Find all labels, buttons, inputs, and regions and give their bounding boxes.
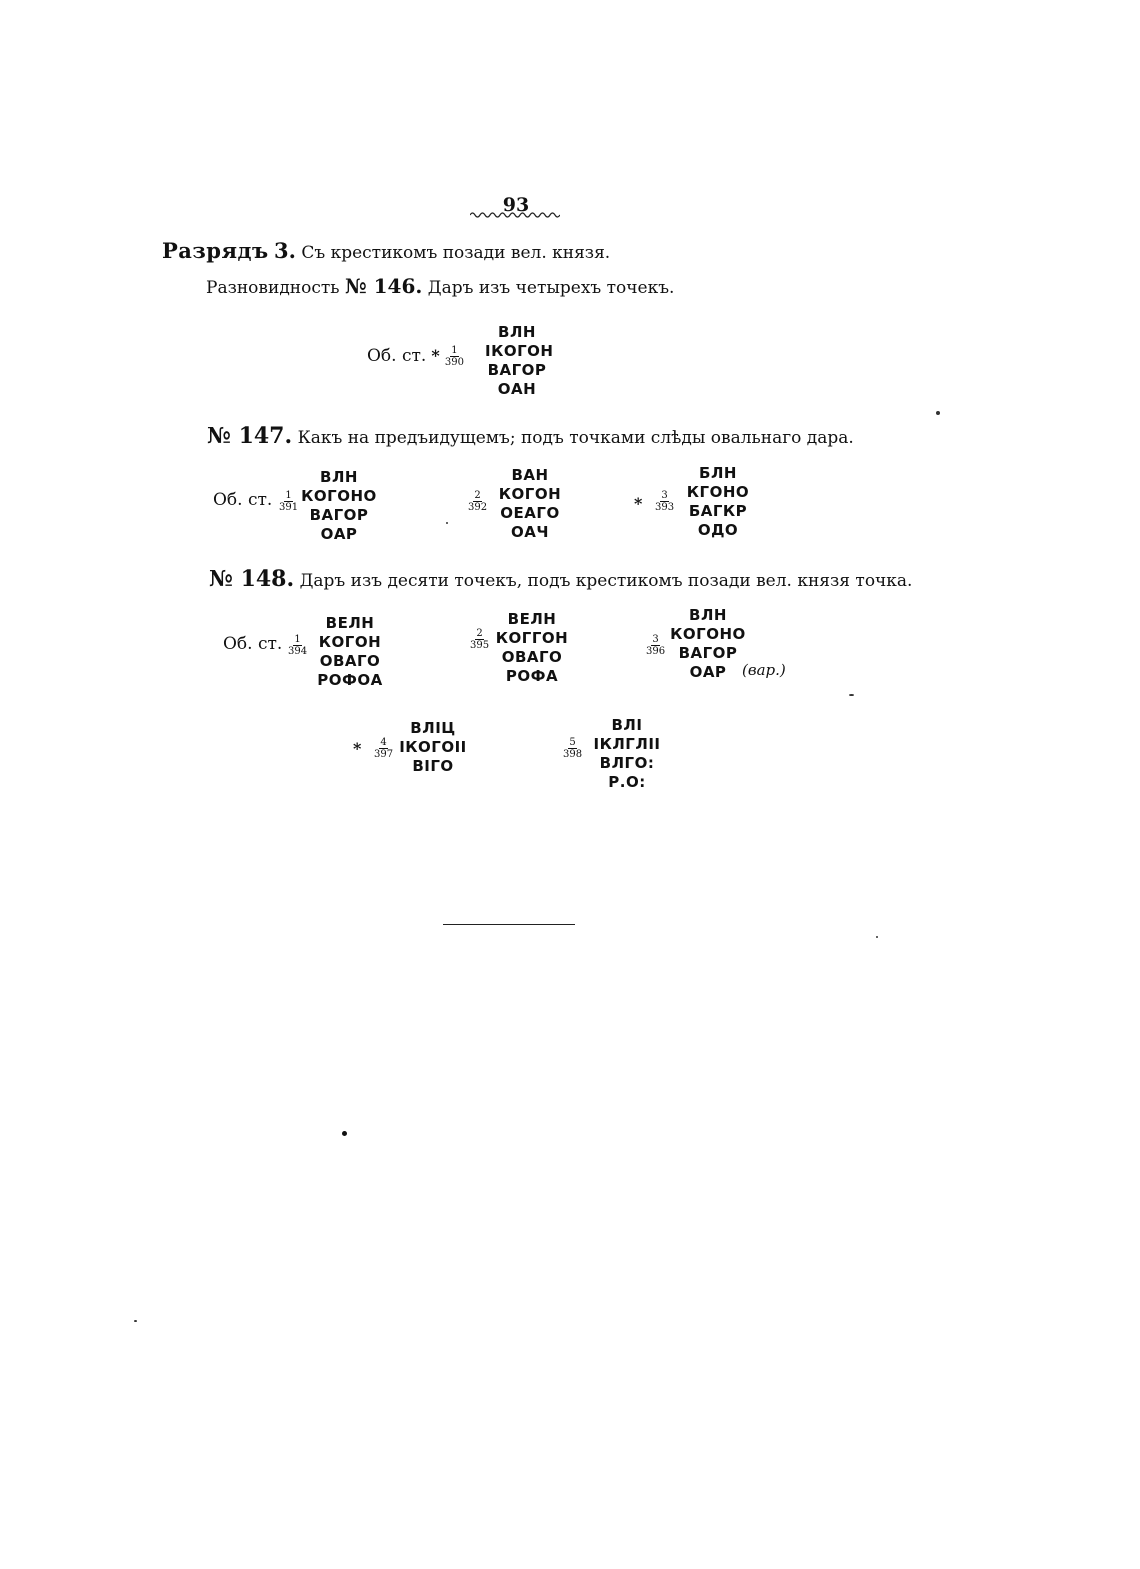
inscription-146 xyxy=(485,323,554,399)
variety-text: Даръ изъ четырехъ точекъ. xyxy=(427,278,675,298)
fraction-denominator: 390 xyxy=(444,357,464,368)
inscription-line: ІКОГОН xyxy=(485,342,554,360)
specimen-fraction-393: $\frac{3}{393}$ xyxy=(655,490,675,513)
section-divider xyxy=(443,924,575,925)
variety-146-heading xyxy=(206,274,674,298)
entry-text: Какъ на предъидущемъ; подъ точками слѣды овальнаго дара. xyxy=(297,428,854,448)
obverse-label: Об. ст. xyxy=(367,346,427,366)
fraction-numerator: 1 xyxy=(451,345,458,356)
variety-label: Разновидность xyxy=(206,278,340,298)
asterisk-marker: * xyxy=(634,494,643,513)
specimen-fraction-392: $\frac{2}{392}$ xyxy=(468,490,488,513)
inscription-148-2: ВЕЛН КОГГОН ОВАГО РОФА xyxy=(495,610,569,685)
scan-speck xyxy=(849,694,854,696)
variant-note: (вар.) xyxy=(742,661,786,679)
entry-148-obverse-label: Об. ст. xyxy=(223,634,283,654)
specimen-fraction-394: $\frac{1}{394}$ xyxy=(288,634,308,657)
scan-speck xyxy=(936,411,940,415)
inscription-147-2: ВАН КОГОН ОЕАГО ОАЧ xyxy=(498,466,562,541)
category-heading xyxy=(162,238,610,263)
entry-146-obverse xyxy=(367,345,464,368)
entry-147-heading xyxy=(207,423,854,449)
category-text: Съ крестикомъ позади вел. князя. xyxy=(301,243,611,263)
scan-speck xyxy=(876,936,878,938)
entry-148-heading xyxy=(209,566,912,592)
entry-number: № 148. xyxy=(209,566,295,592)
entry-number: № 147. xyxy=(207,423,293,449)
wavy-rule xyxy=(470,211,560,219)
specimen-fraction-395: $\frac{2}{395}$ xyxy=(470,628,490,651)
entry-147-obverse-label: Об. ст. xyxy=(213,490,273,510)
page-number: 93 xyxy=(502,194,530,216)
specimen-fraction-397: $\frac{4}{397}$ xyxy=(374,737,394,760)
entry-text: Даръ изъ десяти точекъ, подъ крестикомъ позади вел. князя точка. xyxy=(299,571,913,591)
inscription-148-3: ВЛН КОГОНО ВАГОР ОАР xyxy=(670,606,746,681)
inscription-147-3: БЛН КГОНО БАГКР ОДО xyxy=(686,464,750,539)
inscription-line: ВАГОР xyxy=(487,361,547,379)
scan-speck xyxy=(446,522,448,524)
inscription-147-1: ВЛН КОГОНО ВАГОР ОАР xyxy=(301,468,377,543)
inscription-148-5: ВЛІ ІКЛГЛІІ ВЛГО: Р.О: xyxy=(593,716,661,791)
inscription-148-1: ВЕЛН КОГОН ОВАГО РОФОА xyxy=(317,614,383,689)
inscription-line: ОАН xyxy=(497,380,537,398)
inscription-148-4: ВЛІЦ ІКОГОІІ ВІГО xyxy=(399,719,467,775)
specimen-fraction-396: $\frac{3}{396}$ xyxy=(646,634,666,657)
inscription-line: ВЛН xyxy=(498,323,536,341)
category-label: Разрядъ xyxy=(162,238,269,263)
category-number: 3. xyxy=(274,238,296,263)
scan-speck xyxy=(342,1131,347,1136)
specimen-fraction xyxy=(445,345,464,368)
asterisk-marker: * xyxy=(353,739,362,758)
specimen-fraction-398: $\frac{5}{398}$ xyxy=(563,737,583,760)
specimen-fraction-391: $\frac{1}{391}$ xyxy=(279,490,299,513)
scan-speck xyxy=(134,1320,137,1322)
variety-number: № 146. xyxy=(344,274,423,298)
asterisk-marker: * xyxy=(431,346,440,365)
